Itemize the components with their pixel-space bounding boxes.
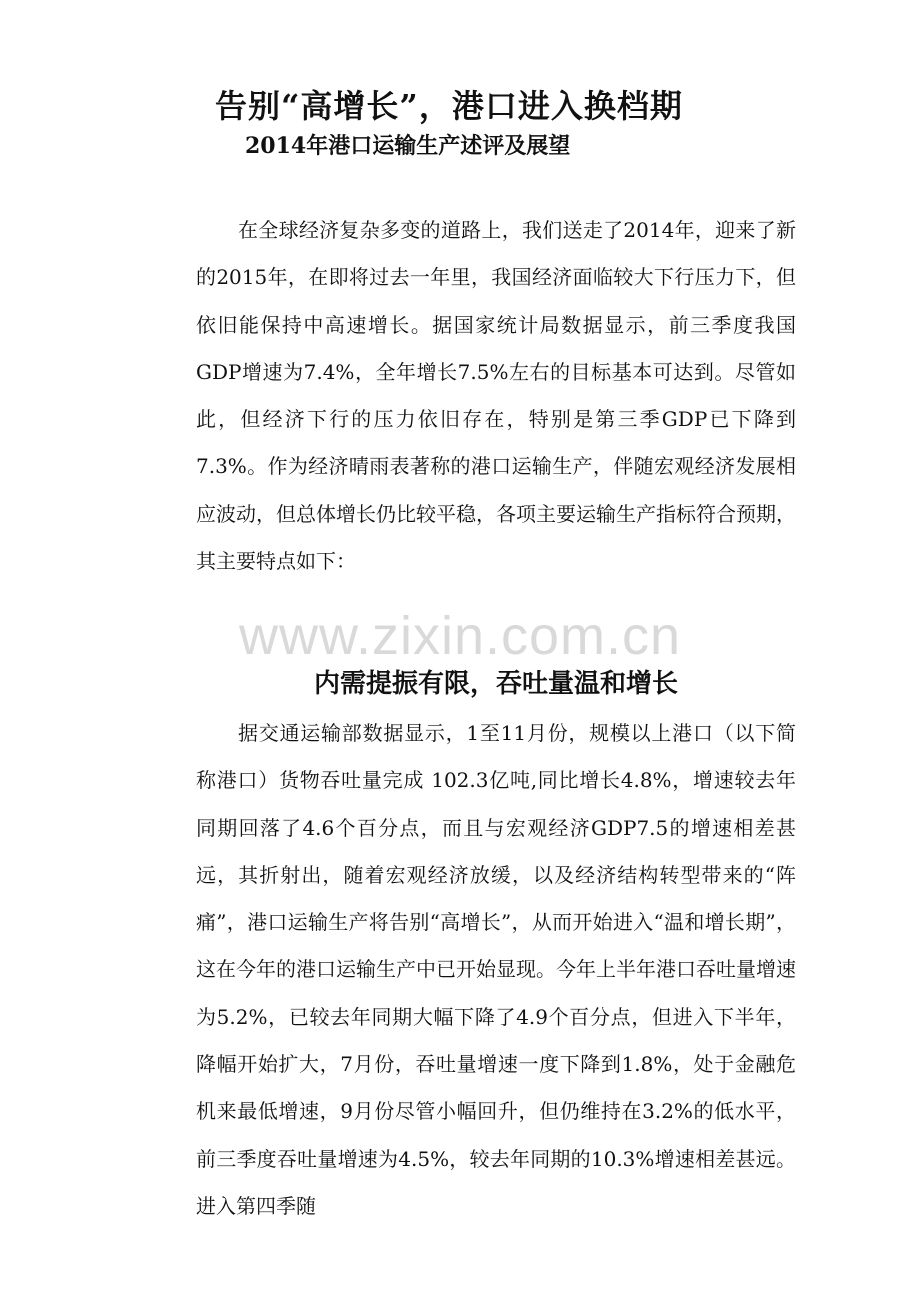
- document-title: 告别“高增长”，港口进入换档期: [215, 87, 683, 125]
- body-paragraph-2: 据交通运输部数据显示，1至11月份，规模以上港口（以下简称港口）货物吞吐量完成 102.3亿吨,同比增长4.8%，增速较去年同期回落了4.6个百分点，而且与宏观经济GDP7.5的增速相差甚远，其折射出，随着宏观经济放缓，以及经济结构转型带来的“阵痛”，港口运输生产将告别“高增长”，从而开始进入“温和增长期”，这在今年的港口运输生产中已开始显现。今年上半年港口吞吐量增速为5.2%，已较去年同期大幅下降了4.9个百分点，但进入下半年，降幅开始扩大，7月份，吞吐量增速一度下降到1.8%，处于金融危机来最低增速，9月份尽管小幅回升，但仍维持在3.2%的低水平，前三季度吞吐量增速为4.5%，较去年同期的10.3%增速相差甚远。进入第四季随: [196, 721, 796, 1218]
- watermark: www.zixin.com.cn: [238, 606, 682, 666]
- document-subtitle: 2014年港口运输生产述评及展望: [245, 133, 571, 159]
- body-paragraph-1: 在全球经济复杂多变的道路上，我们送走了2014年，迎来了新的2015年，在即将过去一年里，我国经济面临较大下行压力下，但依旧能保持中高速增长。据国家统计局数据显示，前三季度我国GDP增速为7.4%，全年增长7.5%左右的目标基本可达到。尽管如此，但经济下行的压力依旧存在，特别是第三季GDP已下降到7.3%。作为经济晴雨表著称的港口运输生产，伴随宏观经济发展相应波动，但总体增长仍比较平稳，各项主要运输生产指标符合预期，其主要特点如下：: [196, 218, 796, 574]
- section-heading: 内需提振有限，吞吐量温和增长: [313, 669, 678, 699]
